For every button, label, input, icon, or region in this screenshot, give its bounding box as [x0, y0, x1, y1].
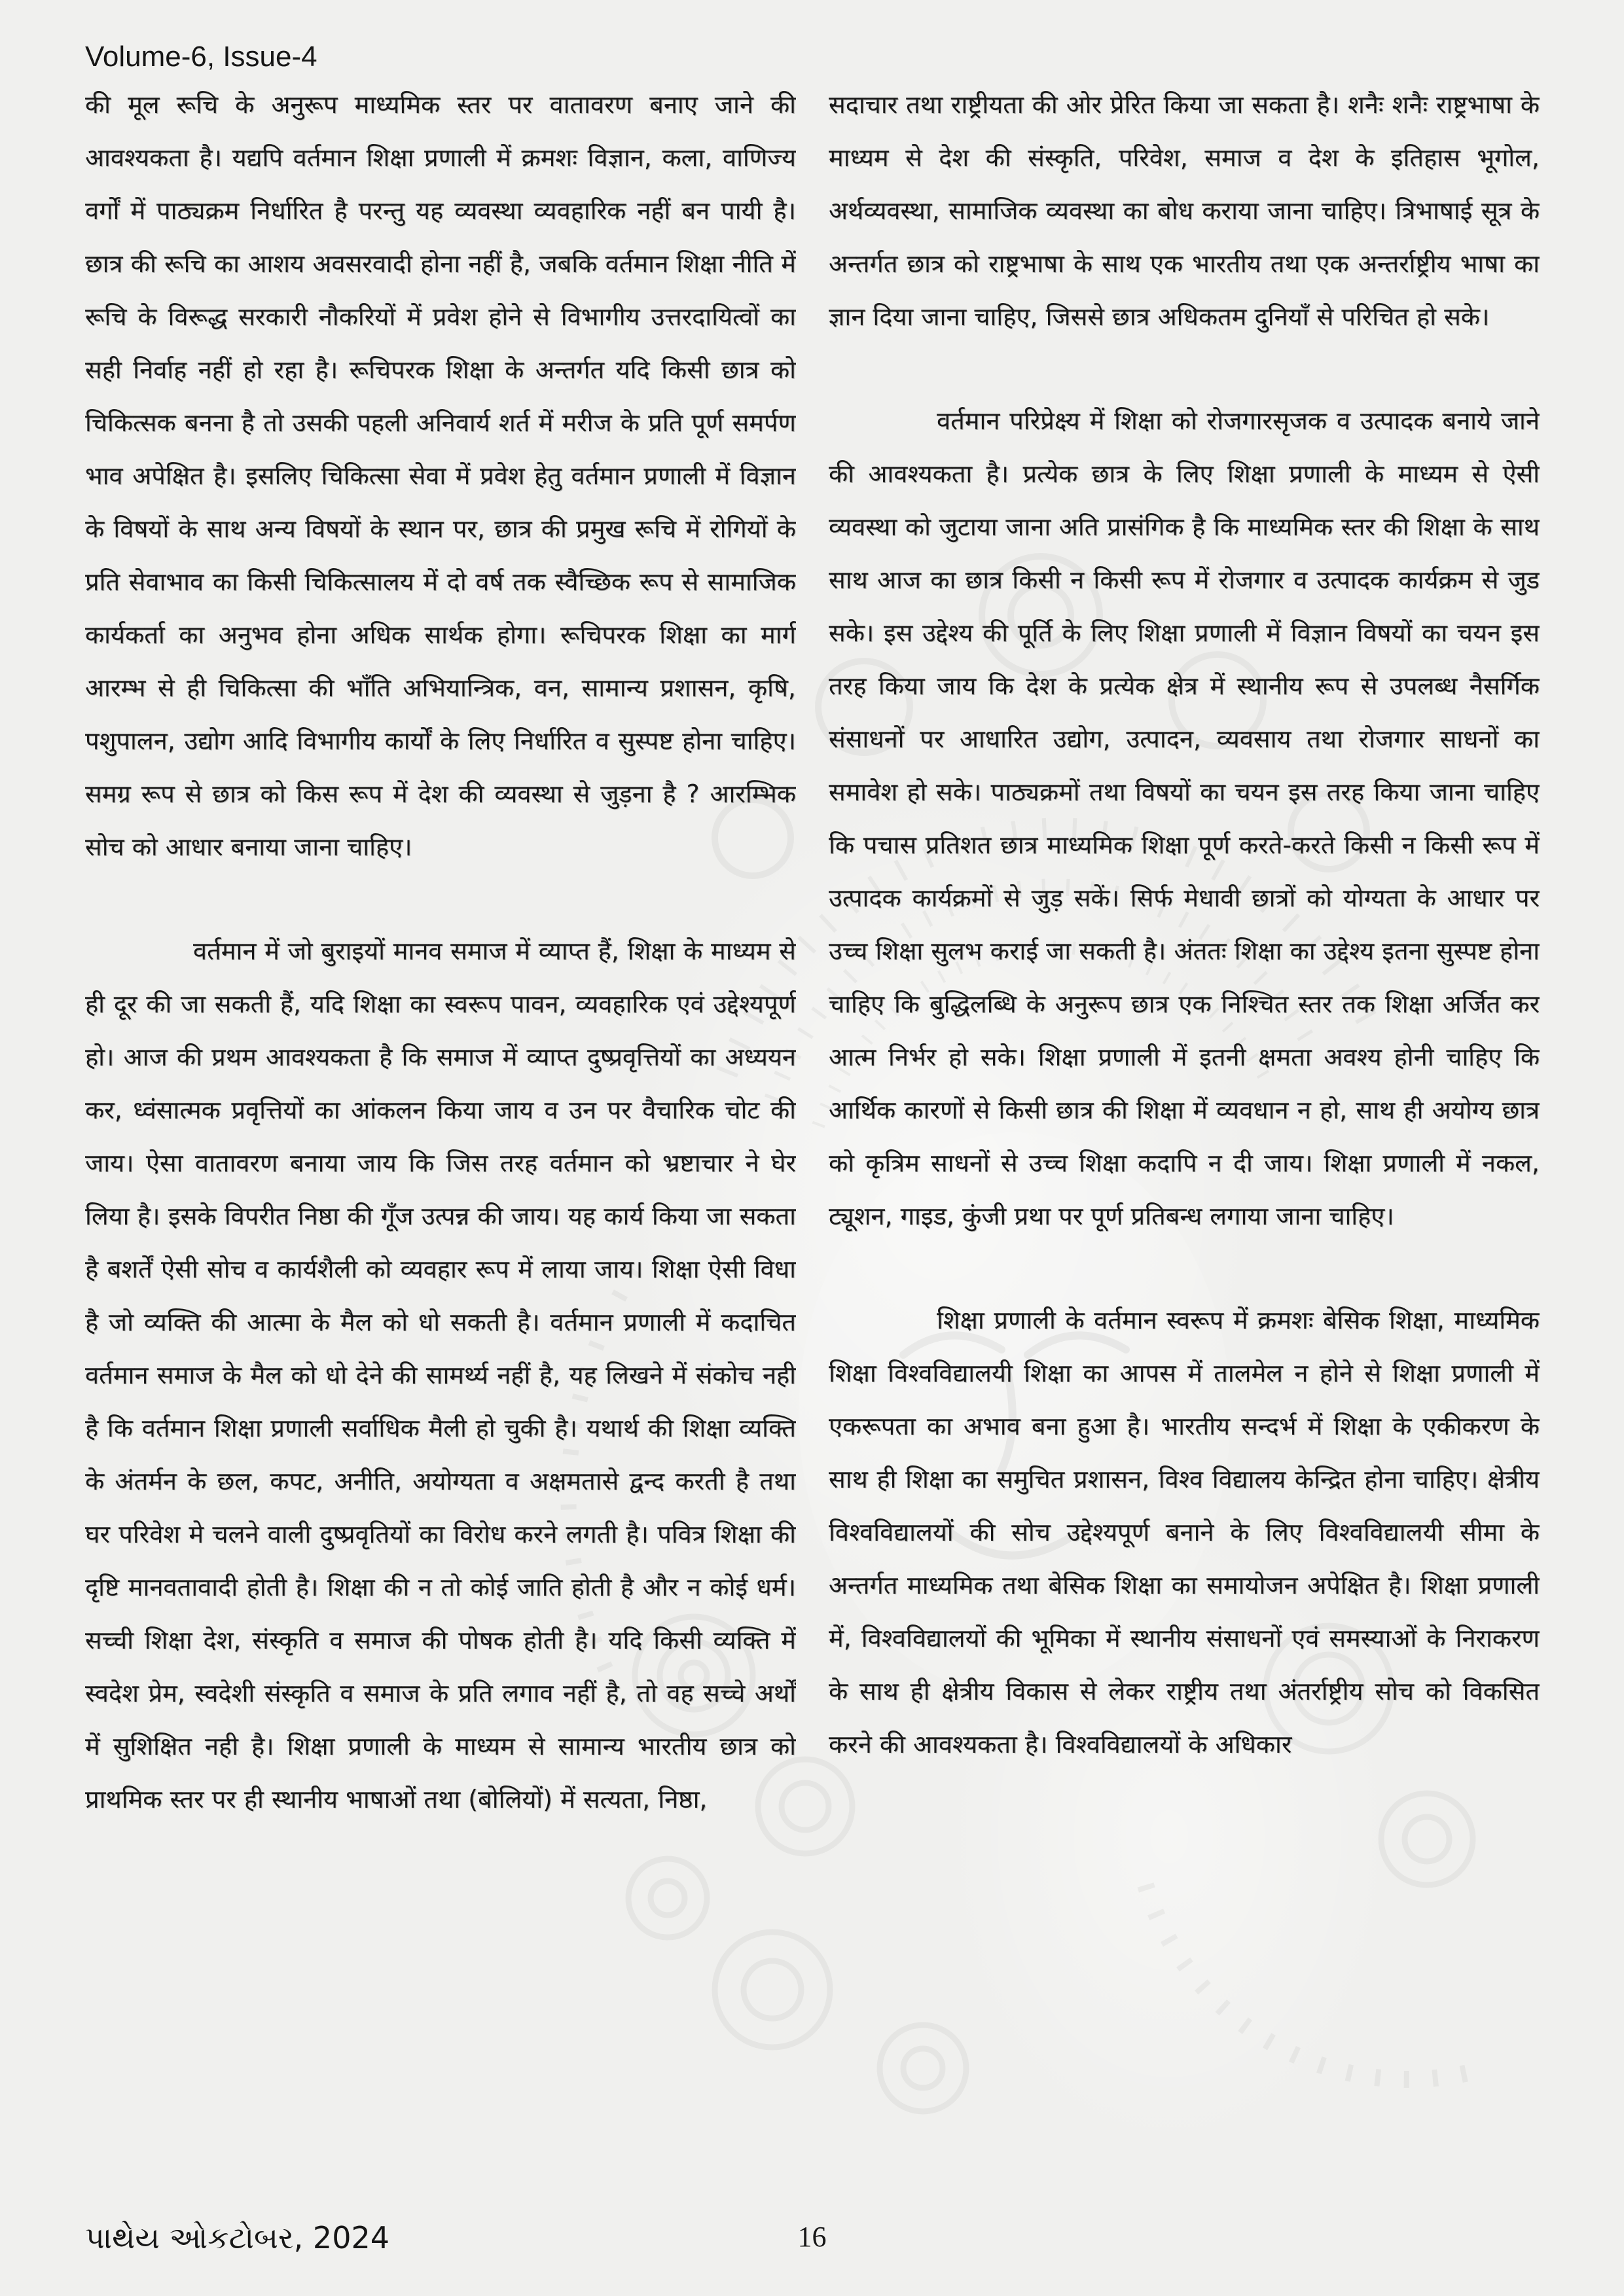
page-footer: [0, 2220, 1624, 2272]
paragraph: शिक्षा प्रणाली के वर्तमान स्वरूप में क्रमशः बेसिक शिक्षा, माध्यमिक शिक्षा विश्वविद्यालयी शिक्षा का आपस में तालमेल न होने से शिक्षा प्रणाली में एकरूपता का अभाव बना हुआ है। भारतीय सन्दर्भ में शिक्षा के एकीकरण के साथ ही शिक्षा का समुचित प्रशासन, विश्व विद्यालय केन्द्रित होना चाहिए। क्षेत्रीय विश्वविद्यालयों की सोच उद्देश्यपूर्ण बनाने के लिए विश्वविद्यालयी सीमा के अन्तर्गत माध्यमिक तथा बेसिक शिक्षा का समायोजन अपेक्षित है। शिक्षा प्रणाली में, विश्वविद्यालयों की भूमिका में स्थानीय संसाधनों एवं समस्याओं के निराकरण के साथ ही क्षेत्रीय विकास से लेकर राष्ट्रीय तथा अंतर्राष्ट्रीय सोच को विकसित करने की आवश्यकता है। विश्वविद्यालयों के अधिकार: [829, 1306, 1540, 1759]
paragraph: की मूल रूचि के अनुरूप माध्यमिक स्तर पर वातावरण बनाए जाने की आवश्यकता है। यद्यपि वर्तमान शिक्षा प्रणाली में क्रमशः विज्ञान, कला, वाणिज्य वर्गों में पाठ्यक्रम निर्धारित है परन्तु यह व्यवस्था व्यवहारिक नहीं बन पायी है। छात्र की रूचि का आशय अवसरवादी होना नहीं है, जबकि वर्तमान शिक्षा नीति में रूचि के विरूद्ध सरकारी नौकरियों में प्रवेश होने से विभागीय उत्तरदायित्वों का सही निर्वाह नहीं हो रहा है। रूचिपरक शिक्षा के अन्तर्गत यदि किसी छात्र को चिकित्सक बनना है तो उसकी पहली अनिवार्य शर्त में मरीज के प्रति पूर्ण समर्पण भाव अपेक्षित है। इसलिए चिकित्सा सेवा में प्रवेश हेतु वर्तमान प्रणाली में विज्ञान के विषयों के साथ अन्य विषयों के स्थान पर, छात्र की प्रमुख रूचि में रोगियों के प्रति सेवाभाव का किसी चिकित्सालय में दो वर्ष तक स्वैच्छिक रूप से सामाजिक कार्यकर्ता का अनुभव होना अधिक सार्थक होगा। रूचिपरक शिक्षा का मार्ग आरम्भ से ही चिकित्सा की भाँति अभियान्त्रिक, वन, सामान्य प्रशासन, कृषि, पशुपालन, उद्योग आदि विभागीय कार्यों के लिए निर्धारित व सुस्पष्ट होना चाहिए। समग्र रूप से छात्र को किस रूप में देश की व्यवस्था से जुड़ना है ? आरम्भिक सोच को आधार बनाया जाना चाहिए।: [85, 90, 796, 861]
paragraph: वर्तमान में जो बुराइयों मानव समाज में व्याप्त हैं, शिक्षा के माध्यम से ही दूर की जा सकती हैं, यदि शिक्षा का स्वरूप पावन, व्यवहारिक एवं उद्देश्यपूर्ण हो। आज की प्रथम आवश्यकता है कि समाज में व्याप्त दुष्प्रवृत्तियों का अध्ययन कर, ध्वंसात्मक प्रवृत्तियों का आंकलन किया जाय व उन पर वैचारिक चोट की जाय। ऐसा वातावरण बनाया जाय कि जिस तरह वर्तमान को भ्रष्टाचार ने घेर लिया है। इसके विपरीत निष्ठा की गूँज उत्पन्न की जाय। यह कार्य किया जा सकता है बशर्तें ऐसी सोच व कार्यशैली को व्यवहार रूप में लाया जाय। शिक्षा ऐसी विधा है जो व्यक्ति की आत्मा के मैल को धो सकती है। वर्तमान प्रणाली में कदाचित वर्तमान समाज के मैल को धो देने की सामर्थ्य नहीं है, यह लिखने में संकोच नही है कि वर्तमान शिक्षा प्रणाली सर्वाधिक मैली हो चुकी है। यथार्थ की शिक्षा व्यक्ति के अंतर्मन के छल, कपट, अनीति, अयोग्यता व अक्षमतासे द्वन्द करती है तथा घर परिवेश मे चलने वाली दुष्प्रवृतियों का विरोध करने लगती है। पवित्र शिक्षा की दृष्टि मानवतावादी होती है। शिक्षा की न तो कोई जाति होती है और न कोई धर्म। सच्ची शिक्षा देश, संस्कृति व समाज की पोषक होती है। यदि किसी व्यक्ति में स्वदेश प्रेम, स्वदेशी संस्कृति व समाज के प्रति लगाव नहीं है, तो वह सच्चे अर्थों में सुशिक्षित नही है। शिक्षा प्रणाली के माध्यम से सामान्य भारतीय छात्र को प्राथमिक स्तर पर ही स्थानीय भाषाओं तथा (बोलियों) में सत्यता, निष्ठा,: [85, 937, 796, 1814]
article-body: [85, 79, 1540, 2219]
page-number: 16: [797, 2221, 827, 2253]
volume-issue-label: Volume-6, Issue-4: [85, 41, 317, 73]
right-column: [829, 79, 1540, 2219]
paragraph: सदाचार तथा राष्ट्रीयता की ओर प्रेरित किया जा सकता है। शनैः शनैः राष्ट्रभाषा के माध्यम से देश की संस्कृति, परिवेश, समाज व देश के इतिहास भूगोल, अर्थव्यवस्था, सामाजिक व्यवस्था का बोध कराया जाना चाहिए। त्रिभाषाई सूत्र के अन्तर्गत छात्र को राष्ट्रभाषा के साथ एक भारतीय तथा एक अन्तर्राष्ट्रीय भाषा का ज्ञान दिया जाना चाहिए, जिससे छात्र अधिकतम दुनियाँ से परिचित हो सके।: [829, 90, 1540, 331]
journal-date: પાથેય ઓકટોબર, 2024: [85, 2220, 389, 2255]
paragraph: वर्तमान परिप्रेक्ष्य में शिक्षा को रोजगारसृजक व उत्पादक बनाये जाने की आवश्यकता है। प्रत्येक छात्र के लिए शिक्षा प्रणाली के माध्यम से ऐसी व्यवस्था को जुटाया जाना अति प्रासंगिक है कि माध्यमिक स्तर की शिक्षा के साथ साथ आज का छात्र किसी न किसी रूप में रोजगार व उत्पादक कार्यक्रम से जुड सके। इस उद्देश्य की पूर्ति के लिए शिक्षा प्रणाली में विज्ञान विषयों का चयन इस तरह किया जाय कि देश के प्रत्येक क्षेत्र में स्थानीय रूप से उपलब्ध नैसर्गिक संसाधनों पर आधारित उद्योग, उत्पादन, व्यवसाय तथा रोजगार साधनों का समावेश हो सके। पाठ्यक्रमों तथा विषयों का चयन इस तरह किया जाना चाहिए कि पचास प्रतिशत छात्र माध्यमिक शिक्षा पूर्ण करते-करते किसी न किसी रूप में उत्पादक कार्यक्रमों से जुड़ सकें। सिर्फ मेधावी छात्रों को योग्यता के आधार पर उच्च शिक्षा सुलभ कराई जा सकती है। अंततः शिक्षा का उद्देश्य इतना सुस्पष्ट होना चाहिए कि बुद्धिलब्धि के अनुरूप छात्र एक निश्चित स्तर तक शिक्षा अर्जित कर आत्म निर्भर हो सके। शिक्षा प्रणाली में इतनी क्षमता अवश्य होनी चाहिए कि आर्थिक कारणों से किसी छात्र की शिक्षा में व्यवधान न हो, साथ ही अयोग्य छात्र को कृत्रिम साधनों से उच्च शिक्षा कदापि न दी जाय। शिक्षा प्रणाली में नकल, ट्यूशन, गाइड, कुंजी प्रथा पर पूर्ण प्रतिबन्ध लगाया जाना चाहिए।: [829, 406, 1540, 1230]
left-column: [85, 79, 796, 2219]
page-header: [85, 41, 317, 73]
